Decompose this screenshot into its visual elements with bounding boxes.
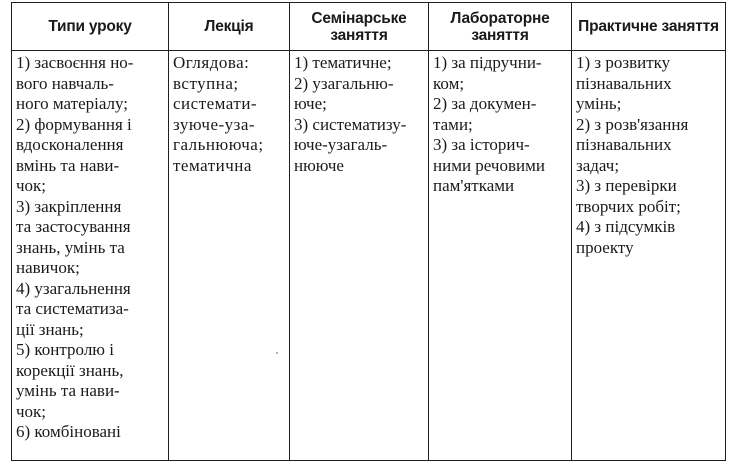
- cell-line: вого навчаль-: [16, 73, 114, 93]
- cell-line: 3) з перевірки: [576, 176, 677, 195]
- cell-line: навичок;: [16, 258, 80, 277]
- cell-line: нююче: [294, 155, 344, 175]
- cell-line: 3) за історич-: [433, 135, 530, 154]
- cell-line: системати-: [173, 94, 258, 113]
- cell-line: юче;: [294, 94, 327, 113]
- cell-line: пізнавальних: [576, 135, 672, 154]
- cell-practical: [572, 51, 726, 461]
- cell-line: 5) контролю і: [16, 340, 114, 359]
- header-practical-label: Практичне заняття: [578, 18, 719, 35]
- cell-line: вступна;: [173, 73, 239, 93]
- cell-line: умінь;: [576, 94, 622, 113]
- cell-line: пізнавальних: [576, 73, 672, 93]
- lecture-text: [169, 51, 289, 176]
- cell-line: умінь та нави-: [16, 381, 120, 400]
- cell-line: зуюче-уза-: [173, 114, 256, 134]
- cell-laboratory: [429, 51, 572, 461]
- cell-line: 6) комбіновані: [16, 422, 121, 441]
- cell-line: Оглядова:: [173, 53, 250, 72]
- cell-line: тами;: [433, 114, 473, 134]
- header-laboratory-label: Лабораторне заняття: [450, 9, 550, 44]
- cell-line: 3) закріплення: [16, 196, 122, 216]
- cell-lesson-types: [12, 51, 169, 461]
- cell-line: вдосконалення: [16, 135, 124, 154]
- cell-line: проекту: [576, 237, 634, 257]
- cell-line: ного матеріалу;: [16, 94, 129, 113]
- cell-line: та застосування: [16, 217, 131, 236]
- table-row: [12, 51, 726, 461]
- cell-line: 2) з розв'язання: [576, 114, 689, 134]
- cell-seminar: [290, 51, 429, 461]
- cell-line: та систематиза-: [16, 299, 129, 318]
- cell-line: 1) за підручни-: [433, 53, 542, 72]
- cell-line: чок;: [16, 176, 47, 195]
- cell-line: творчих робіт;: [576, 196, 681, 216]
- header-lecture: [169, 3, 290, 51]
- cell-line: 1) засвоєння но-: [16, 53, 134, 72]
- practical-text: [572, 51, 725, 258]
- cell-lecture: [169, 51, 290, 461]
- cell-line: тематична: [173, 155, 252, 175]
- cell-line: задач;: [576, 155, 620, 175]
- header-lesson-types-label: Типи уроку: [48, 18, 132, 35]
- header-seminar: [290, 3, 429, 51]
- header-seminar-label: Семінарське заняття: [311, 9, 407, 44]
- laboratory-text: [429, 51, 571, 197]
- cell-line: чок;: [16, 401, 47, 421]
- cell-line: 1) з розвитку: [576, 53, 671, 72]
- lesson-types-text: [12, 51, 168, 443]
- header-lecture-label: Лекція: [204, 18, 254, 35]
- lesson-types-table: [11, 2, 726, 461]
- header-practical: [572, 3, 726, 51]
- cell-line: 1) тематичне;: [294, 53, 392, 72]
- cell-line: пам'ятками: [433, 176, 515, 195]
- cell-line: 4) узагальнення: [16, 278, 131, 298]
- cell-line: ними речовими: [433, 155, 545, 175]
- cell-line: гальнююча;: [173, 135, 264, 154]
- cell-line: юче-узагаль-: [294, 135, 388, 154]
- cell-line: вмінь та нави-: [16, 155, 120, 175]
- cell-line: 4) з підсумків: [576, 217, 676, 236]
- seminar-text: [290, 51, 428, 176]
- cell-line: корекції знань,: [16, 360, 124, 380]
- header-laboratory: [429, 3, 572, 51]
- cell-line: знань, умінь та: [16, 237, 125, 257]
- cell-line: ком;: [433, 73, 465, 93]
- cell-line: ції знань;: [16, 319, 84, 339]
- cell-line: 2) узагальню-: [294, 73, 394, 93]
- cell-line: 2) за докумен-: [433, 94, 537, 113]
- table-header-row: [12, 3, 726, 51]
- cell-line: 2) формування і: [16, 114, 132, 134]
- header-lesson-types: [12, 3, 169, 51]
- cell-line: 3) систематизу-: [294, 114, 407, 134]
- scan-speck: [276, 352, 278, 354]
